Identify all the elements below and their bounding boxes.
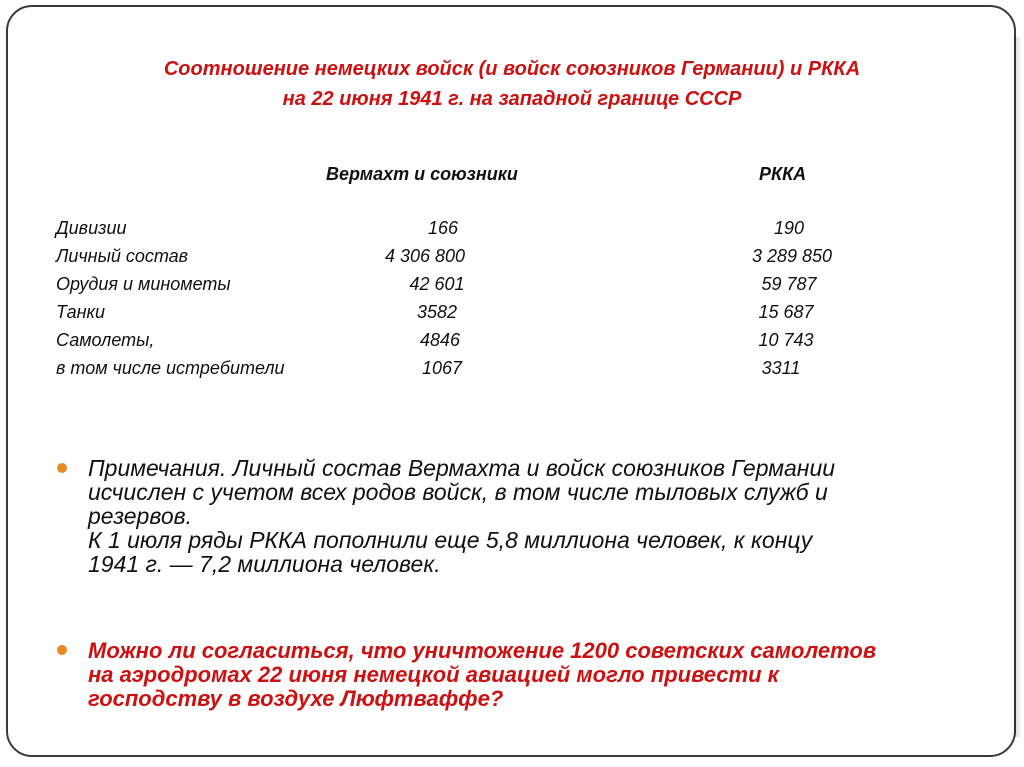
bullet-icon: [57, 645, 67, 655]
wehrmacht-value: 42 601: [409, 274, 465, 294]
row-label: Танки: [56, 302, 106, 322]
rkka-value: 10 743: [758, 330, 814, 350]
question-line: на аэродромах 22 июня немецкой авиацией могло привести к: [88, 662, 779, 687]
question-line: Можно ли согласиться, что уничтожение 1200 советских самолетов: [88, 638, 877, 663]
frame-shadow: [1014, 37, 1022, 737]
rkka-value: 59 787: [761, 274, 817, 294]
slide-title-line-1: Соотношение немецких войск (и войск союзников Германии) и РККА: [163, 58, 861, 80]
wehrmacht-value: 4846: [419, 330, 461, 350]
column-header-rkka: РККА: [759, 164, 807, 184]
rkka-value: 3 289 850: [751, 246, 833, 266]
row-label: в том числе истребители: [56, 358, 285, 378]
question-line: господству в воздухе Люфтваффе?: [88, 686, 504, 711]
note-line: резервов.: [88, 503, 193, 529]
table-row: [0, 358, 1024, 386]
slide-title-line-2: на 22 июня 1941 г. на западной границе СССР: [282, 88, 742, 110]
rkka-value: 190: [773, 218, 805, 238]
table-row: [0, 302, 1024, 330]
wehrmacht-value: 3582: [416, 302, 458, 322]
notes-paragraph: [88, 456, 988, 576]
wehrmacht-value: 4 306 800: [384, 246, 466, 266]
table-row: [0, 274, 1024, 302]
note-line: Примечания. Личный состав Вермахта и войск союзников Германии: [88, 455, 836, 481]
row-label: Орудия и минометы: [56, 274, 231, 294]
question-paragraph: [88, 639, 988, 711]
wehrmacht-value: 166: [427, 218, 459, 238]
wehrmacht-value: 1067: [421, 358, 463, 378]
row-label: Личный состав: [56, 246, 189, 266]
table-row: [0, 246, 1024, 274]
note-line: 1941 г. — 7,2 миллиона человек.: [88, 551, 441, 577]
note-line: К 1 июля ряды РККА пополнили еще 5,8 миллиона человек, к концу: [88, 527, 813, 553]
row-label: Дивизии: [56, 218, 127, 238]
row-label: Самолеты,: [56, 330, 155, 350]
statistics-table: [0, 218, 1024, 386]
column-header-wehrmacht: Вермахт и союзники: [326, 164, 518, 184]
table-row: [0, 330, 1024, 358]
rkka-value: 15 687: [758, 302, 814, 322]
note-line: исчислен с учетом всех родов войск, в том числе тыловых служб и: [88, 479, 828, 505]
table-row: [0, 218, 1024, 246]
rkka-value: 3311: [761, 358, 801, 378]
bullet-icon: [57, 463, 67, 473]
